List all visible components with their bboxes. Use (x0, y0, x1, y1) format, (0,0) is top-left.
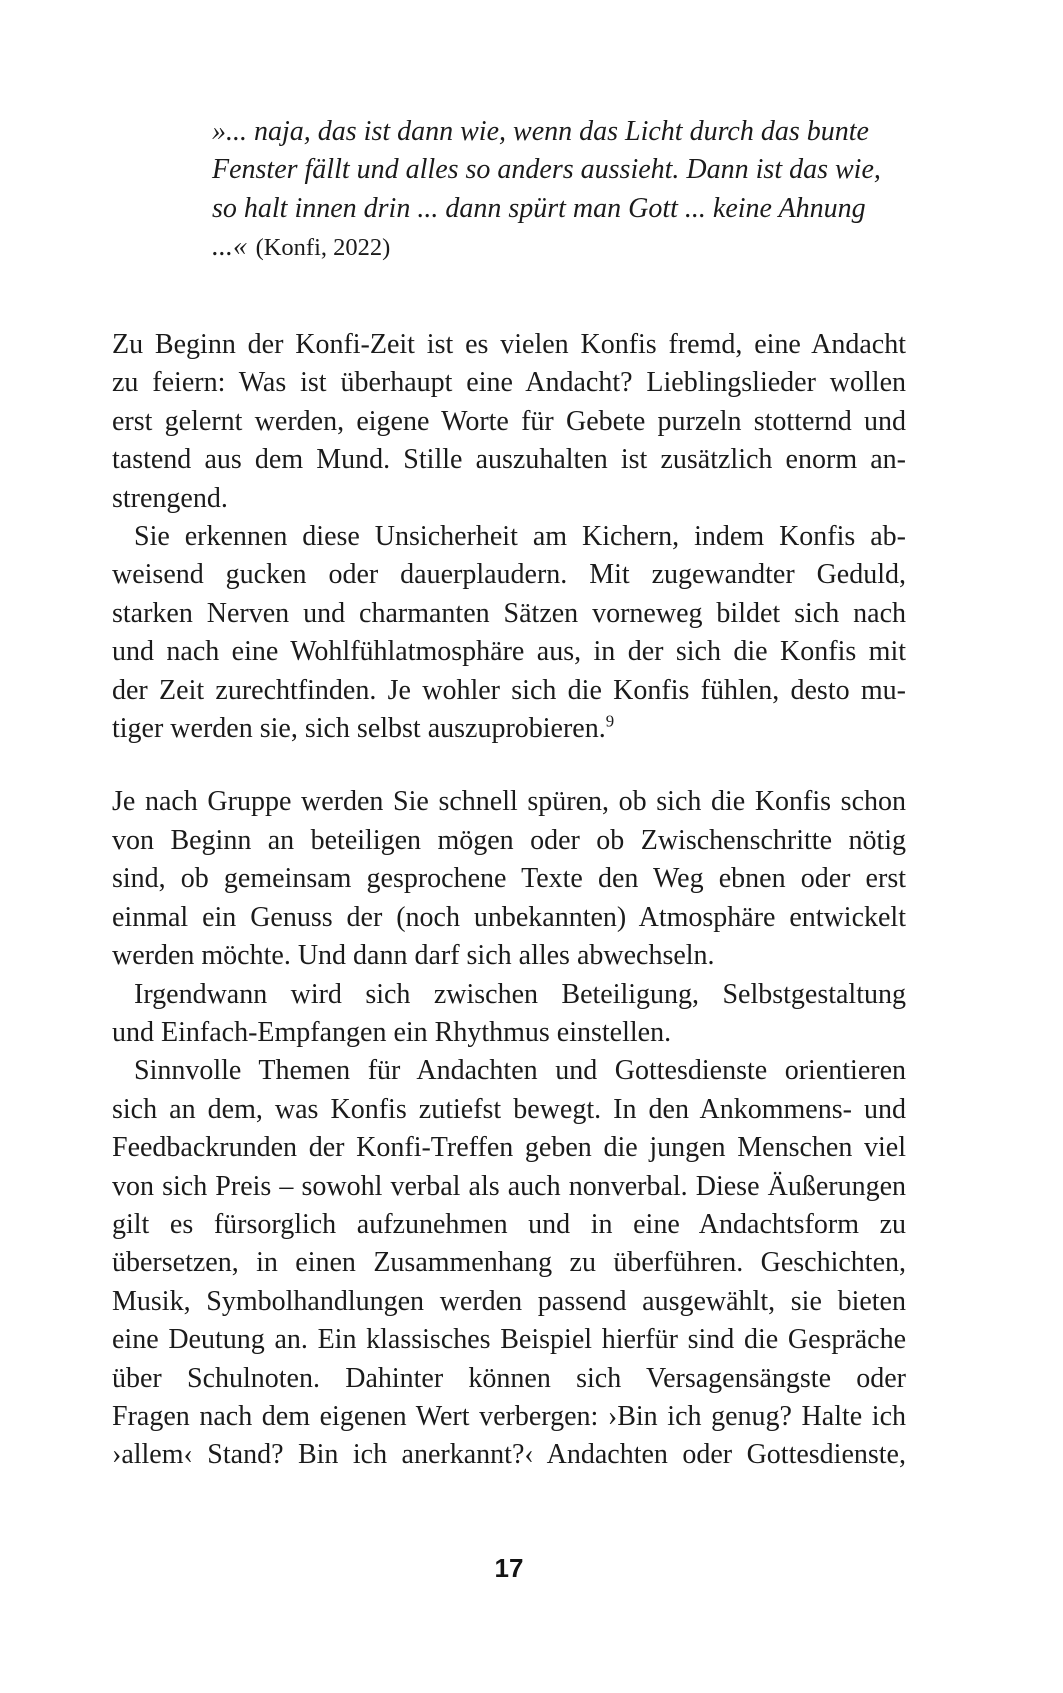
text-line: Fragen nach dem eigenen Wert verbergen: ›Bin ich genug? Halte ich (112, 1400, 906, 1432)
text-line: Zu Beginn der Konfi-Zeit ist es vielen Konfis fremd, eine Andacht (112, 329, 906, 360)
text-line: von Beginn an beteiligen mögen oder ob Zwischenschritte nötig (112, 824, 906, 856)
page-number: 17 (494, 1553, 524, 1583)
text-line: werden möchte. Und dann darf sich alles abwechseln. (112, 940, 715, 972)
paragraph-4 (112, 976, 906, 1053)
text-line: starken Nerven und charmanten Sätzen vorneweg bildet sich nach (112, 597, 906, 629)
text-line: einmal ein Genuss der (noch unbekannten) Atmosphäre entwickelt (112, 901, 906, 933)
text-line: Je nach Gruppe werden Sie schnell spüren, ob sich die Konfis schon (112, 786, 906, 818)
text-line: der Zeit zurechtfinden. Je wohler sich die Konfis fühlen, desto mu- (112, 674, 906, 706)
text-line: und Einfach-Empfangen ein Rhythmus einstellen. (112, 1016, 672, 1048)
text-line: eine Deutung an. Ein klassisches Beispiel hierfür sind die Gespräche (112, 1324, 906, 1356)
quote-closing-mark: ...« (212, 231, 247, 263)
text-line: tastend aus dem Mund. Stille auszuhalten ist zusätzlich enorm an- (112, 444, 906, 476)
quote-line: Fenster fällt und alles so anders aussieht. Dann ist das wie, (212, 154, 881, 186)
text-line-content: tiger werden sie, sich selbst auszuprobieren. (112, 713, 606, 745)
text-line: weisend gucken oder dauerplaudern. Mit zugewandter Geduld, (112, 559, 906, 591)
text-line: übersetzen, in einen Zusammenhang zu überführen. Geschichten, (112, 1247, 906, 1279)
text-line: sich an dem, was Konfis zutiefst bewegt. In den Ankommens- und (112, 1093, 906, 1125)
footnote-marker: 9 (605, 711, 615, 731)
text-line: und nach eine Wohlfühlatmosphäre aus, in der sich die Konfis mit (112, 636, 906, 668)
text-line (112, 710, 906, 748)
text-line: Musik, Symbolhandlungen werden passend ausgewählt, sie bieten (112, 1285, 906, 1317)
text-line: Sinnvolle Themen für Andachten und Gottesdienste orientieren (134, 1055, 906, 1087)
text-line: erst gelernt werden, eigene Worte für Gebete purzeln stotternd und (112, 405, 906, 437)
pull-quote (212, 113, 881, 268)
text-line: Sie erkennen diese Unsicherheit am Kichern, indem Konfis ab- (134, 521, 906, 553)
quote-line: so halt innen drin ... dann spürt man Gott ... keine Ahnung (212, 192, 866, 224)
text-line: zu feiern: Was ist überhaupt eine Andacht? Lieblingslieder wollen (112, 367, 906, 399)
body-text-column (112, 326, 906, 1475)
text-line: Irgendwann wird sich zwischen Beteiligung, Selbstgestaltung (134, 978, 906, 1010)
text-line: sind, ob gemeinsam gesprochene Texte den Weg ebnen oder erst (112, 863, 906, 895)
text-line: von sich Preis – sowohl verbal als auch nonverbal. Diese Äußerungen (112, 1170, 906, 1202)
paragraph-5 (112, 1052, 906, 1474)
paragraph-1 (112, 326, 906, 518)
text-line: ›allem‹ Stand? Bin ich anerkannt?‹ Andachten oder Gottesdienste, (112, 1439, 906, 1471)
text-line: strengend. (112, 482, 228, 514)
text-line: Feedbackrunden der Konfi-Treffen geben die jungen Menschen viel (112, 1132, 906, 1164)
paragraph-3 (112, 783, 906, 975)
quote-line (212, 228, 872, 267)
paragraph-2 (112, 518, 906, 748)
quote-line: »... naja, das ist dann wie, wenn das Licht durch das bunte (212, 116, 869, 147)
text-line: über Schulnoten. Dahinter können sich Versagensängste oder (112, 1362, 906, 1394)
text-line: gilt es fürsorglich aufzunehmen und in eine Andachtsform zu (112, 1208, 906, 1240)
quote-citation: (Konfi, 2022) (255, 234, 391, 262)
